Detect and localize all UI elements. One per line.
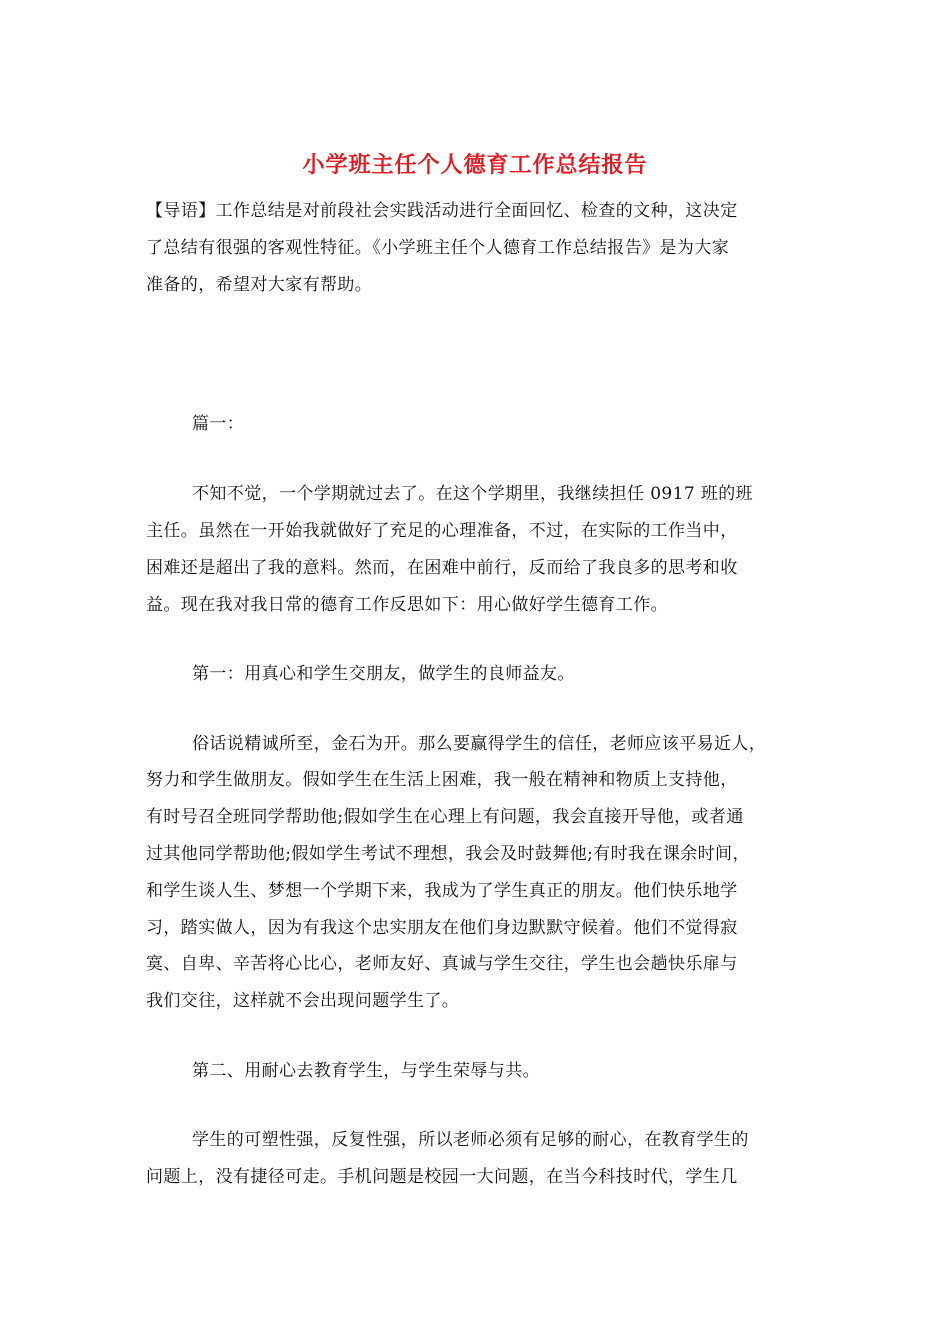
paragraph-line: 学生的可塑性强，反复性强，所以老师必须有足够的耐心，在教育学生的	[192, 1130, 749, 1150]
paragraph-line: 努力和学生做朋友。假如学生在生活上困难，我一般在精神和物质上支持他，	[146, 770, 738, 790]
document-title: 小学班主任个人德育工作总结报告	[302, 152, 648, 178]
paragraph-line: 不知不觉，一个学期就过去了。在这个学期里，我继续担任 0917 班的班	[192, 484, 754, 504]
intro-line: 【导语】工作总结是对前段社会实践活动进行全面回忆、检查的文种，这决定	[146, 201, 738, 221]
paragraph-line: 和学生谈人生、梦想一个学期下来，我成为了学生真正的朋友。他们快乐地学	[146, 881, 738, 901]
section-heading: 篇一：	[192, 414, 245, 434]
intro-line: 准备的，希望对大家有帮助。	[146, 275, 373, 295]
paragraph-line: 主任。虽然在一开始我就做好了充足的心理准备，不过，在实际的工作当中，	[146, 521, 738, 541]
paragraph-line: 问题上，没有捷径可走。手机问题是校园一大问题，在当今科技时代，学生几	[146, 1167, 738, 1187]
paragraph-line: 俗话说精诚所至，金石为开。那么要赢得学生的信任，老师应该平易近人，	[192, 734, 767, 754]
paragraph-line: 我们交往，这样就不会出现问题学生了。	[146, 991, 460, 1011]
paragraph-line: 习，踏实做人，因为有我这个忠实朋友在他们身边默默守候着。他们不觉得寂	[146, 918, 738, 938]
point-1-heading: 第一：用真心和学生交朋友，做学生的良师益友。	[192, 664, 575, 684]
paragraph-line: 过其他同学帮助他;假如学生考试不理想，我会及时鼓舞他;有时我在课余时间，	[146, 844, 750, 864]
paragraph-line: 困难还是超出了我的意料。然而，在困难中前行，反而给了我良多的思考和收	[146, 558, 738, 578]
paragraph-line: 有时号召全班同学帮助他;假如学生在心理上有问题，我会直接开导他，或者通	[146, 807, 744, 827]
intro-line: 了总结有很强的客观性特征。《小学班主任个人德育工作总结报告》是为大家	[146, 238, 730, 258]
paragraph-line: 寞、自卑、辛苦将心比心，老师友好、真诚与学生交往，学生也会趟快乐扉与	[146, 954, 738, 974]
paragraph-line: 益。现在我对我日常的德育工作反思如下：用心做好学生德育工作。	[146, 595, 668, 615]
point-2-heading: 第二、用耐心去教育学生，与学生荣辱与共。	[192, 1061, 540, 1081]
